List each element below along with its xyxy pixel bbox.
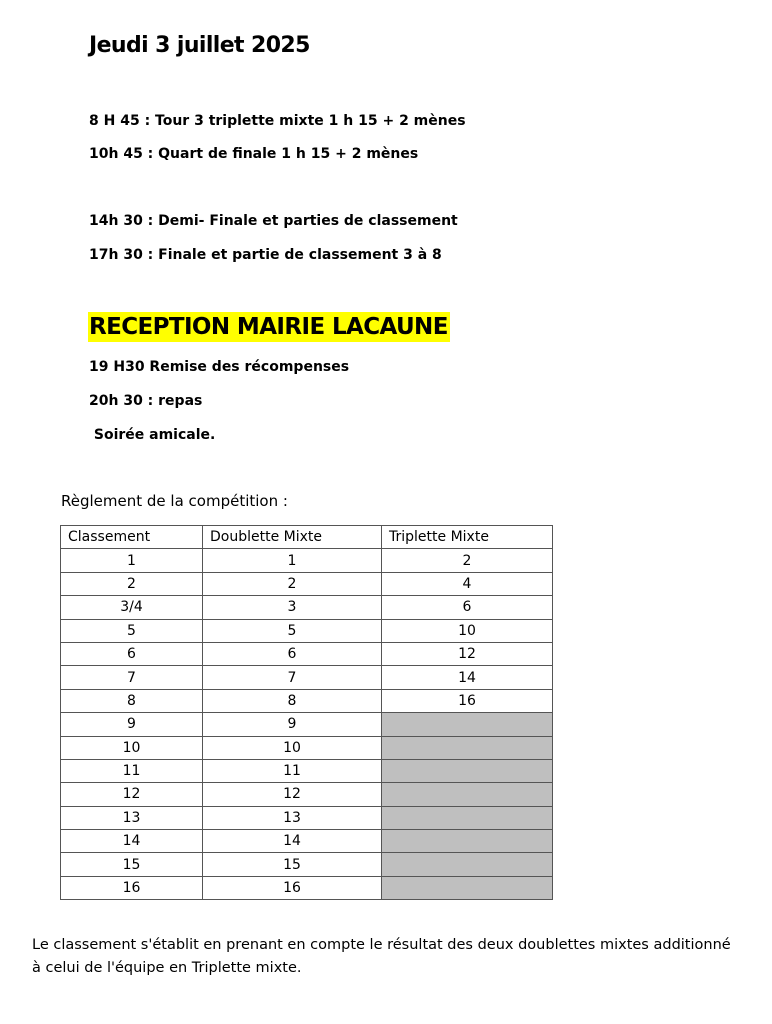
cell-triplette	[382, 876, 553, 899]
cell-triplette: 12	[382, 642, 553, 665]
cell-classement: 5	[61, 619, 203, 642]
cell-classement: 16	[61, 876, 203, 899]
table-header-row	[61, 526, 553, 549]
cell-classement: 1	[61, 549, 203, 572]
cell-triplette	[382, 806, 553, 829]
schedule-line-1: 8 H 45 : Tour 3 triplette mixte 1 h 15 + 2 mènes	[89, 113, 466, 129]
cell-triplette: 10	[382, 619, 553, 642]
cell-doublette: 15	[203, 853, 382, 876]
cell-doublette: 11	[203, 759, 382, 782]
cell-classement: 9	[61, 713, 203, 736]
cell-classement: 13	[61, 806, 203, 829]
cell-classement: 8	[61, 689, 203, 712]
cell-doublette: 10	[203, 736, 382, 759]
cell-triplette	[382, 736, 553, 759]
schedule-line-2: 10h 45 : Quart de finale 1 h 15 + 2 mènes	[89, 146, 419, 162]
table-row	[61, 806, 553, 829]
cell-doublette: 16	[203, 876, 382, 899]
reception-heading: RECEPTION MAIRIE LACAUNE	[89, 314, 448, 340]
cell-classement: 11	[61, 759, 203, 782]
table-row	[61, 759, 553, 782]
cell-doublette: 9	[203, 713, 382, 736]
table-header-classement: Classement	[61, 526, 203, 549]
cell-triplette	[382, 830, 553, 853]
cell-triplette	[382, 853, 553, 876]
cell-triplette: 16	[382, 689, 553, 712]
table-row	[61, 596, 553, 619]
cell-classement: 14	[61, 830, 203, 853]
table-row	[61, 830, 553, 853]
cell-doublette: 8	[203, 689, 382, 712]
cell-triplette: 4	[382, 572, 553, 595]
cell-doublette: 5	[203, 619, 382, 642]
cell-classement: 12	[61, 783, 203, 806]
cell-triplette	[382, 759, 553, 782]
cell-triplette: 2	[382, 549, 553, 572]
cell-doublette: 13	[203, 806, 382, 829]
table-row	[61, 876, 553, 899]
cell-classement: 10	[61, 736, 203, 759]
cell-doublette: 6	[203, 642, 382, 665]
rules-label: Règlement de la compétition :	[61, 492, 288, 510]
table-header-triplette: Triplette Mixte	[382, 526, 553, 549]
cell-doublette: 12	[203, 783, 382, 806]
reception-item-3: Soirée amicale.	[89, 427, 216, 443]
reception-item-1: 19 H30 Remise des récompenses	[89, 359, 350, 375]
cell-doublette: 3	[203, 596, 382, 619]
table-row	[61, 549, 553, 572]
table-row	[61, 572, 553, 595]
cell-doublette: 1	[203, 549, 382, 572]
cell-doublette: 7	[203, 666, 382, 689]
reception-item-2: 20h 30 : repas	[89, 393, 203, 409]
cell-triplette	[382, 783, 553, 806]
schedule-line-4: 17h 30 : Finale et partie de classement 3 à 8	[89, 247, 442, 263]
cell-classement: 6	[61, 642, 203, 665]
cell-classement: 15	[61, 853, 203, 876]
cell-triplette: 14	[382, 666, 553, 689]
table-row	[61, 853, 553, 876]
page-title: Jeudi 3 juillet 2025	[89, 33, 310, 58]
table-row	[61, 689, 553, 712]
ranking-table	[60, 525, 553, 900]
table-row	[61, 666, 553, 689]
ranking-note: Le classement s'établit en prenant en compte le résultat des deux doublettes mixtes additionné à celui de l'équipe en Triplette mixte.	[32, 937, 731, 976]
cell-classement: 2	[61, 572, 203, 595]
cell-triplette: 6	[382, 596, 553, 619]
cell-doublette: 14	[203, 830, 382, 853]
table-row	[61, 619, 553, 642]
schedule-line-3: 14h 30 : Demi- Finale et parties de classement	[89, 213, 458, 229]
cell-classement: 3/4	[61, 596, 203, 619]
cell-triplette	[382, 713, 553, 736]
table-row	[61, 783, 553, 806]
table-row	[61, 713, 553, 736]
table-header-doublette: Doublette Mixte	[203, 526, 382, 549]
cell-doublette: 2	[203, 572, 382, 595]
cell-classement: 7	[61, 666, 203, 689]
table-row	[61, 642, 553, 665]
table-row	[61, 736, 553, 759]
